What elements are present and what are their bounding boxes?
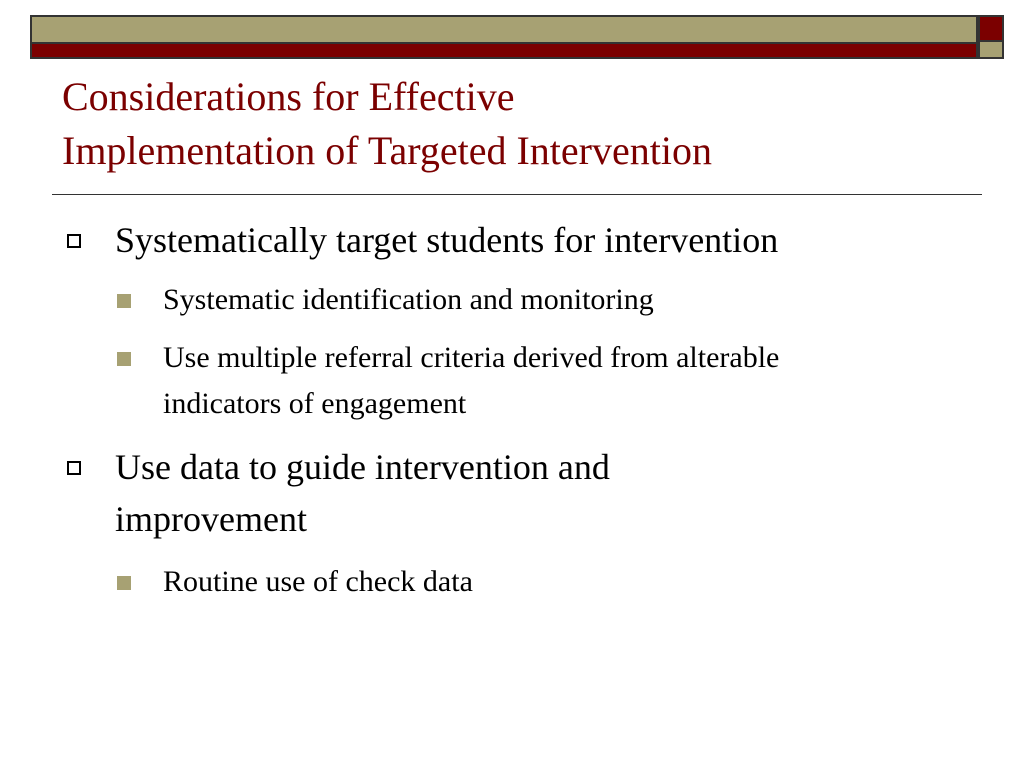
bullet-2-sub-1-text: Routine use of check data	[163, 565, 473, 598]
slide-title-line-2: Implementation of Targeted Intervention	[62, 128, 712, 173]
filled-square-bullet-icon	[117, 352, 131, 366]
bullet-1-text: Systematically target students for intervention	[115, 220, 779, 260]
bullet-1-sub-2-text: Use multiple referral criteria derived from alterable indicators of engagement	[163, 341, 780, 420]
hollow-square-bullet-icon	[67, 461, 81, 475]
slide-title-line-1: Considerations for Effective	[62, 74, 515, 119]
bullet-1-sub-1-text: Systematic identification and monitoring	[163, 283, 654, 316]
filled-square-bullet-icon	[117, 576, 131, 590]
bullet-2-text: Use data to guide intervention and improvement	[115, 447, 610, 539]
hollow-square-bullet-icon	[67, 234, 81, 248]
filled-square-bullet-icon	[117, 294, 131, 308]
